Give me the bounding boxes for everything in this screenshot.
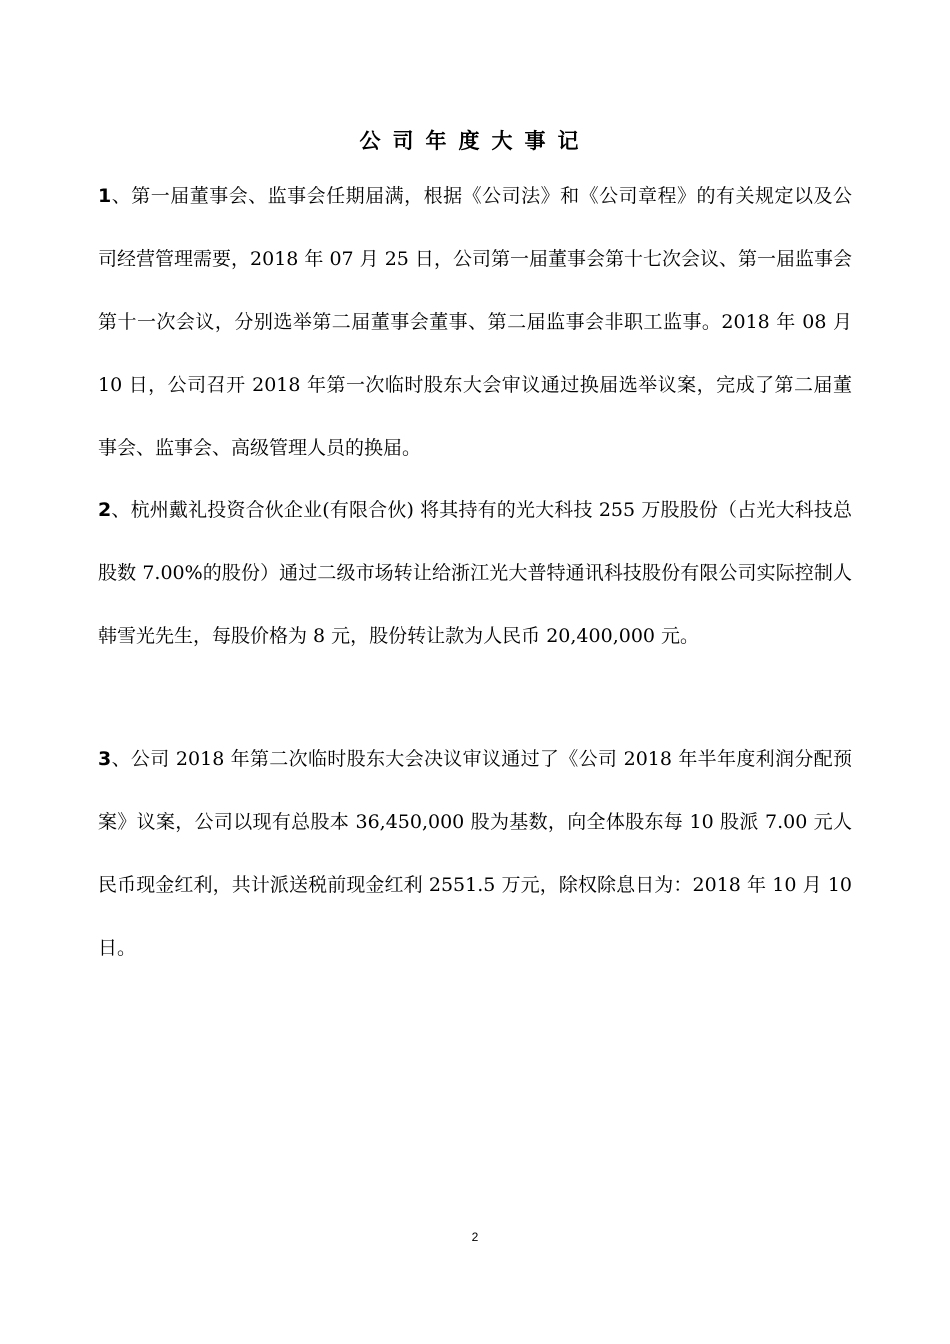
page-number: 2 (471, 1230, 479, 1244)
event-item-number: 3 (98, 748, 112, 770)
event-item-text: 、杭州戴礼投资合伙企业(有限合伙) 将其持有的光大科技 255 万股股份（占光大科技总股数 7.00%的股份）通过二级市场转让给浙江光大普特通讯科技股份有限公司实际控制人韩雪光先生，每股价格为 8 元，股份转让款为人民币 20,400,000 元。 (98, 499, 852, 647)
event-item-text: 、第一届董事会、监事会任期届满，根据《公司法》和《公司章程》的有关规定以及公司经营管理需要，2018 年 07 月 25 日，公司第一届董事会第十七次会议、第一届监事会第十一次会议，分别选举第二届董事会董事、第二届监事会非职工监事。2018 年 08 月 10 日，公司召开 2018 年第一次临时股东大会审议通过换届选举议案，完成了第二届董事会、监事会、高级管理人员的换届。 (98, 185, 852, 459)
event-item-3 (98, 728, 852, 980)
event-item-number: 2 (98, 499, 112, 521)
event-item-number: 1 (98, 185, 112, 207)
event-item-1 (98, 165, 852, 480)
event-item-text: 、公司 2018 年第二次临时股东大会决议审议通过了《公司 2018 年半年度利润分配预案》议案，公司以现有总股本 36,450,000 股为基数，向全体股东每 10 股派 7.00 元人民币现金红利，共计派送税前现金红利 2551.5 万元，除权除息日为：2018 年 10 月 10 日。 (98, 748, 852, 959)
event-item-2 (98, 479, 852, 668)
page-title: 公司年度大事记 (359, 129, 591, 153)
